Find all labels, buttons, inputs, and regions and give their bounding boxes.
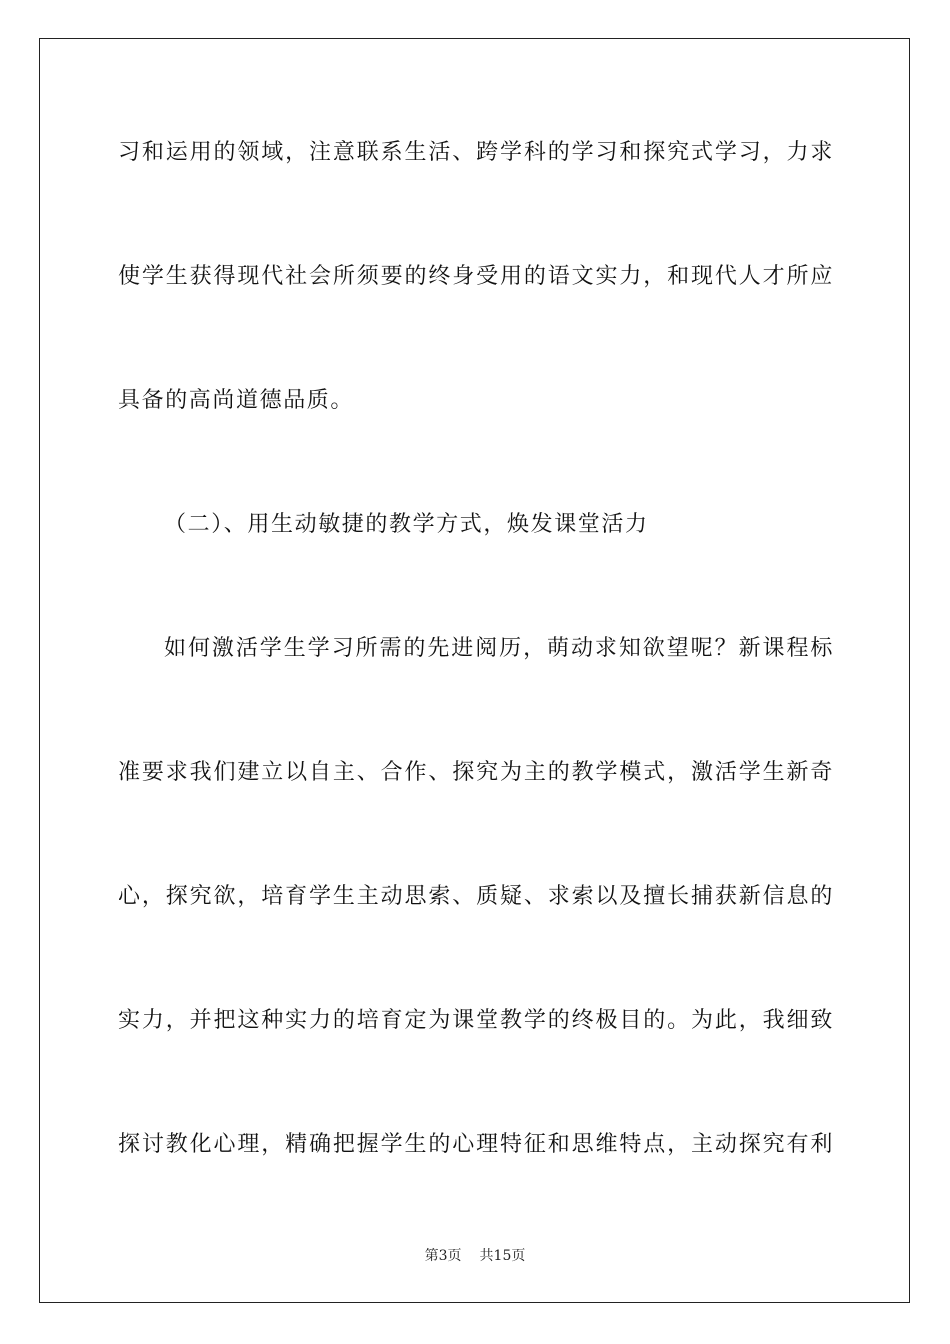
- paragraph-3-line-2: 准要求我们建立以自主、合作、探究为主的教学模式，激活学生新奇: [118, 760, 834, 785]
- page-footer: [0, 1246, 950, 1266]
- page-border: [39, 38, 910, 1303]
- page-total: 共15页: [479, 1248, 526, 1264]
- paragraph-1-line-1: 习和运用的领域，注意联系生活、跨学科的学习和探究式学习，力求: [118, 140, 834, 165]
- section-heading: （二）、用生动敏捷的教学方式，焕发课堂活力: [164, 512, 649, 537]
- paragraph-3-line-5: 探讨教化心理，精确把握学生的心理特征和思维特点，主动探究有利: [118, 1132, 834, 1157]
- paragraph-3-line-4: 实力，并把这种实力的培育定为课堂教学的终极目的。为此，我细致: [118, 1008, 834, 1033]
- paragraph-3-line-1: 如何激活学生学习所需的先进阅历，萌动求知欲望呢？新课程标: [164, 636, 834, 661]
- page-number: 第3页: [424, 1248, 462, 1264]
- paragraph-1-line-3: 具备的高尚道德品质。: [118, 388, 355, 413]
- paragraph-1-line-2: 使学生获得现代社会所须要的终身受用的语文实力，和现代人才所应: [118, 264, 834, 289]
- paragraph-3-line-3: 心，探究欲，培育学生主动思索、质疑、求索以及擅长捕获新信息的: [118, 884, 834, 909]
